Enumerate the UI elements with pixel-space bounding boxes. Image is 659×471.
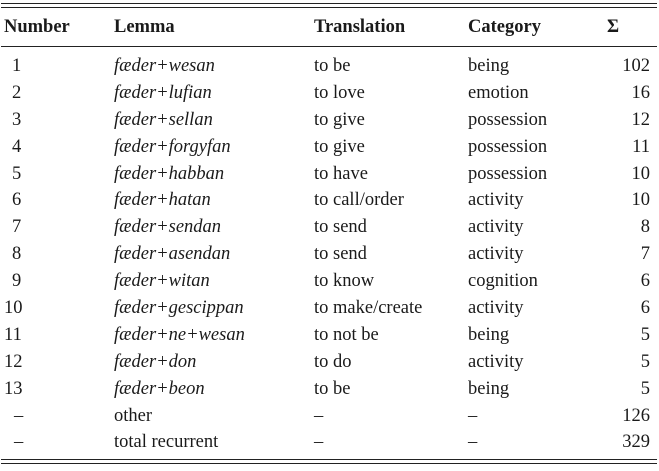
table-row [0,107,659,134]
row-translation: to give [314,109,365,130]
row-lemma: fæder+asendan [114,244,231,265]
row-sigma-count: 8 [640,217,650,238]
row-number: 9 [12,271,22,292]
row-sigma-count: 6 [640,297,650,318]
table-row [0,46,659,80]
row-category: emotion [468,82,529,103]
table-row [0,349,659,376]
row-category: activity [468,244,524,265]
row-lemma: fæder+lufian [114,82,212,103]
row-category: possession [468,163,548,184]
row-sigma-count: 10 [631,163,650,184]
row-number: 11 [4,324,22,345]
table-body [0,46,659,456]
row-sigma-count: 10 [631,190,650,211]
table-row [0,429,659,456]
row-category: – [468,432,478,453]
table-row [0,80,659,107]
row-lemma: fæder+ne+wesan [114,324,245,345]
row-category: activity [468,217,524,238]
row-number: 8 [12,244,22,265]
row-lemma: fæder+don [114,351,197,372]
row-number: – [14,432,24,453]
row-category: activity [468,297,524,318]
row-category: – [468,405,478,426]
row-sigma-count: 5 [640,378,650,399]
row-number: 2 [12,82,22,103]
header-number: Number [4,16,70,37]
row-number: 13 [4,378,23,399]
row-translation: to make/create [314,297,423,318]
row-sigma-count: 5 [640,324,650,345]
row-number: 12 [4,351,23,372]
row-translation: to know [314,271,375,292]
row-category: being [468,55,510,76]
row-category: activity [468,190,524,211]
header-category: Category [468,16,541,37]
row-translation: to call/order [314,190,404,211]
row-lemma: fæder+witan [114,271,210,292]
row-translation: to be [314,378,351,399]
row-lemma: other [114,405,153,426]
row-number: – [14,405,24,426]
row-sigma-count: 12 [631,109,650,130]
row-category: activity [468,351,524,372]
table-row [0,295,659,322]
table-row [0,403,659,430]
row-sigma-count: 6 [640,271,650,292]
header-translation: Translation [314,16,406,37]
row-number: 3 [12,109,22,130]
row-sigma-count: 11 [632,136,650,157]
row-sigma-count: 126 [622,405,650,426]
row-lemma: fæder+beon [114,378,205,399]
row-sigma-count: 329 [622,432,650,453]
bottom-rule-inner [1,459,657,460]
row-category: being [468,324,510,345]
row-translation: to do [314,351,352,372]
row-number: 5 [12,163,22,184]
row-lemma: fæder+gescippan [114,297,244,318]
row-number: 1 [12,55,22,76]
table-row [0,268,659,295]
row-number: 4 [12,136,22,157]
row-translation: to give [314,136,365,157]
row-number: 10 [4,297,23,318]
top-rule-outer [1,3,657,4]
row-category: possession [468,109,548,130]
table-row [0,241,659,268]
row-sigma-count: 5 [640,351,650,372]
table-row [0,187,659,214]
row-category: being [468,378,510,399]
row-lemma: total recurrent [114,432,219,453]
row-translation: – [314,432,324,453]
table-row [0,322,659,349]
row-lemma: fæder+wesan [114,55,215,76]
row-sigma-count: 7 [640,244,650,265]
table-row [0,214,659,241]
row-translation: to have [314,163,368,184]
row-sigma-count: 102 [622,55,650,76]
bottom-rule-outer [1,463,657,464]
header-lemma: Lemma [114,16,175,37]
header-sigma: Σ [607,16,620,37]
row-translation: to love [314,82,365,103]
table-row [0,134,659,161]
row-lemma: fæder+habban [114,163,225,184]
table-row [0,376,659,403]
row-number: 6 [12,190,22,211]
row-lemma: fæder+hatan [114,190,211,211]
row-number: 7 [12,217,22,238]
lemma-frequency-table [0,8,659,456]
row-category: cognition [468,271,538,292]
row-lemma: fæder+forgyfan [114,136,231,157]
header-row [0,8,659,46]
table-row [0,161,659,188]
row-translation: to not be [314,324,379,345]
row-translation: – [314,405,324,426]
row-lemma: fæder+sellan [114,109,213,130]
row-translation: to send [314,217,367,238]
row-lemma: fæder+sendan [114,217,222,238]
row-sigma-count: 16 [631,82,650,103]
row-translation: to be [314,55,351,76]
row-translation: to send [314,244,367,265]
row-category: possession [468,136,548,157]
